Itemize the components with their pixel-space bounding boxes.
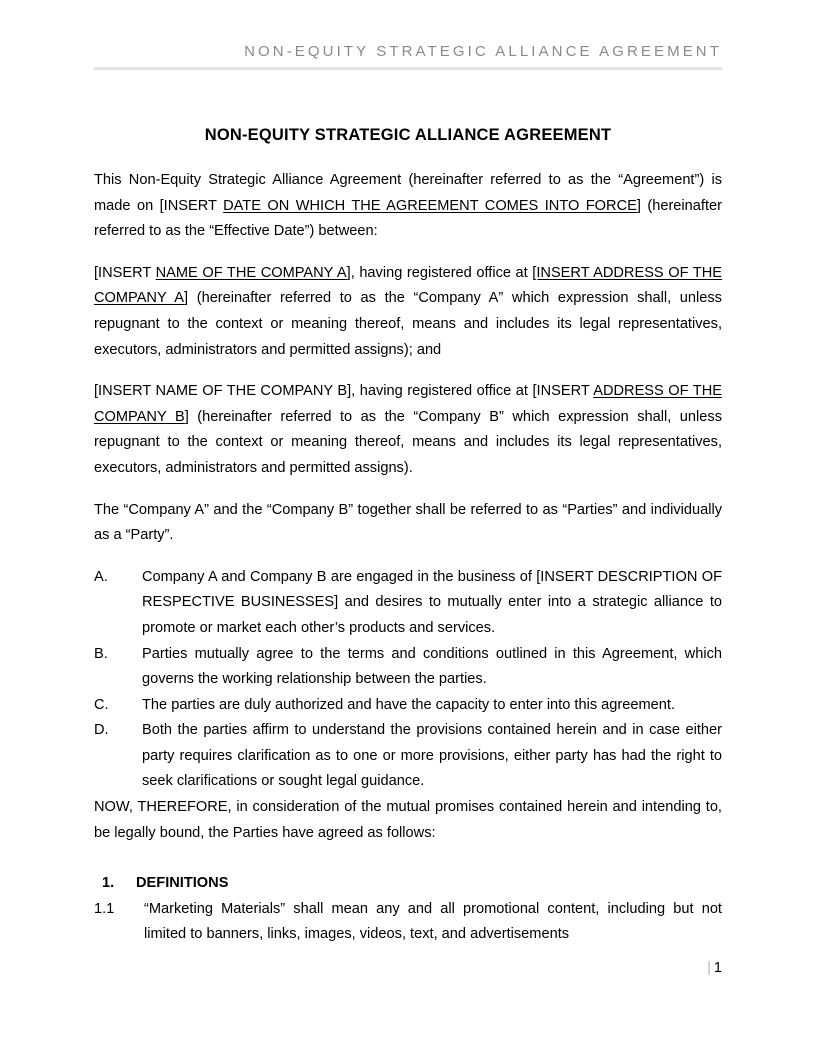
paragraph-company-b	[94, 379, 722, 481]
recital-label: D.	[94, 722, 109, 739]
company-b-address-placeholder: ADDRESS OF THE COMPANY B	[94, 383, 722, 425]
document-body	[94, 124, 722, 948]
section-number: 1.	[102, 875, 115, 892]
recital-text: Company A and Company B are engaged in the business of [INSERT DESCRIPTION OF RESPECTIVE BUSINESSES] and desires to mutually enter into a strategic alliance to promote or market each other’s products and services.	[142, 568, 722, 636]
intro-text-part-1: This Non-Equity Strategic Alliance Agreement (hereinafter referred to as the “Agreement”) is made on [INSERT	[94, 172, 722, 214]
company-b-text-part-1: [INSERT NAME OF THE COMPANY B], having registered office at [INSERT	[94, 383, 594, 400]
company-a-text-part-3: ] (hereinafter referred to as the “Company A” which expression shall, unless repugnant to the context or meaning thereof, means and includes its legal representatives, executors, administrators and permitted assigns); and	[94, 290, 722, 358]
clause-number: 1.1	[94, 900, 115, 917]
recital-label: C.	[94, 696, 109, 713]
document-footer	[94, 958, 722, 978]
list-item	[94, 718, 722, 795]
section-heading-definitions	[94, 871, 722, 897]
recital-text: Both the parties affirm to understand the provisions contained herein and in case either party requires clarification as to one or more provisions, either party has had the right to seek clarifications or sought legal guidance.	[142, 722, 722, 790]
company-a-address-placeholder: [INSERT ADDRESS OF THE COMPANY A	[94, 264, 722, 307]
recital-label: A.	[94, 568, 108, 585]
paragraph-company-a	[94, 261, 722, 363]
document-header	[94, 42, 722, 70]
company-a-text-part-1: [INSERT	[94, 264, 156, 281]
recital-text: The parties are duly authorized and have the capacity to enter into this agreement.	[142, 696, 675, 713]
company-a-name-placeholder: NAME OF THE COMPANY A	[155, 264, 347, 281]
paragraph-intro	[94, 168, 722, 245]
recitals-list	[94, 565, 722, 795]
company-b-text-part-2: ] (hereinafter referred to as the “Company B” which expression shall, unless repugnant to the context or meaning thereof, means and includes its legal representatives, executors, administrators and permitted assigns).	[94, 408, 722, 476]
page-title: NON-EQUITY STRATEGIC ALLIANCE AGREEMENT	[204, 126, 612, 144]
page-number: 1	[713, 960, 722, 976]
section-title: DEFINITIONS	[136, 875, 229, 892]
recital-label: B.	[94, 645, 108, 662]
list-item	[94, 693, 722, 719]
footer-separator: |	[707, 960, 711, 976]
intro-text-part-2: ] (hereinafter referred to as the “Effective Date”) between:	[94, 197, 722, 240]
list-item	[94, 565, 722, 642]
clause-1-1	[94, 897, 722, 948]
list-item	[94, 642, 722, 693]
recital-text: Parties mutually agree to the terms and conditions outlined in this Agreement, which governs the working relationship between the parties.	[142, 645, 722, 688]
paragraph-now-therefore: NOW, THEREFORE, in consideration of the mutual promises contained herein and intending to, be legally bound, the Parties have agreed as follows:	[94, 799, 722, 841]
running-header-title: NON-EQUITY STRATEGIC ALLIANCE AGREEMENT	[244, 43, 722, 60]
section-spacer	[94, 846, 722, 871]
header-divider	[94, 67, 722, 70]
paragraph-parties: The “Company A” and the “Company B” together shall be referred to as “Parties” and individually as a “Party”.	[94, 501, 722, 544]
intro-underlined-placeholder: DATE ON WHICH THE AGREEMENT COMES INTO FORCE	[223, 197, 637, 214]
clause-text: “Marketing Materials” shall mean any and all promotional content, including but not limited to banners, links, images, videos, text, and advertisements	[144, 900, 722, 943]
company-a-text-part-2: ], having registered office at	[346, 264, 533, 281]
